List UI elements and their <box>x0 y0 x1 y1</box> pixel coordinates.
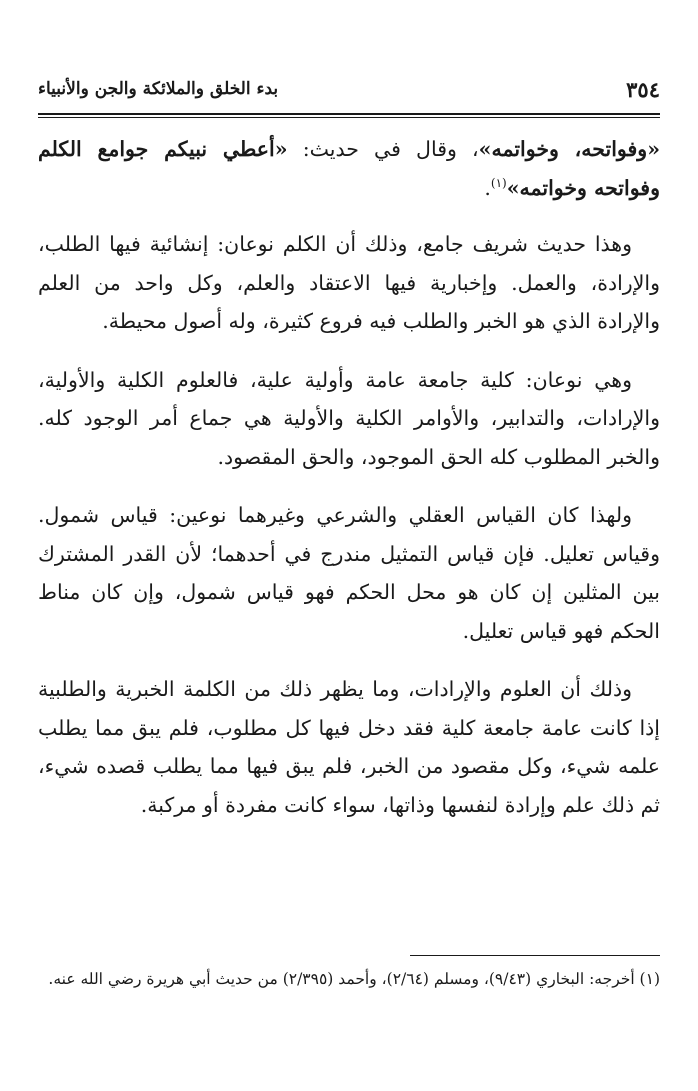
quote-fragment: «وفواتحه، وخواتمه» <box>478 137 661 161</box>
paragraph-hadith <box>38 130 660 207</box>
paragraph: وهذا حديث شريف جامع، وذلك أن الكلم نوعان: إنشائية فيها الطلب، والإرادة، والعمل. وإخبارية فيها الاعتقاد والعلم، وكل واحد من العلم والإرادة الذي هو الخبر والطلب فيه فروع كثيرة، وله أصول محيطة. <box>38 232 660 333</box>
header-rule <box>38 113 660 118</box>
running-title: بدء الخلق والملائكة والجن والأنبياء <box>38 79 279 99</box>
paragraph: ولهذا كان القياس العقلي والشرعي وغيرهما نوعين: قياس شمول. وقياس تعليل. فإن قياس التمثيل مندرج في أحدهما؛ لأن القدر المشترك بين المثلين إن كان هو محل الحكم فهو قياس شمول، وإن كان مناط الحكم فهو قياس تعليل. <box>38 503 660 643</box>
paragraph: وذلك أن العلوم والإرادات، وما يظهر ذلك من الكلمة الخبرية والطلبية إذا كانت عامة جامعة كلية فقد دخل فيها كل مطلوب، فلم يبق مما يطلب علمه شيء، وكل مقصود من الخبر، فلم يبق فيها مما يطلب قصده شيء، ثم ذلك علم وإرادة لنفسها وذاتها، سواء كانت مفردة أو مركبة. <box>38 677 660 817</box>
footnote: (١) أخرجه: البخاري (٩/٤٣)، ومسلم (٢/٦٤)، وأحمد (٢/٣٩٥) من حديث أبي هريرة رضي الله عنه. <box>48 970 660 988</box>
paragraph-ending: . <box>484 175 491 200</box>
page-number: ٣٥٤ <box>626 76 660 102</box>
paragraph: وهي نوعان: كلية جامعة عامة وأولية علية، فالعلوم الكلية والأولية، والإرادات، والتدابير، والأوامر الكلية والأولية هي جماع أمر الوجود كله. والخبر المطلوب كله الحق الموجود، والحق المقصود. <box>38 367 660 469</box>
connector-text: ، وقال في حديث: <box>287 137 479 161</box>
footnote-separator <box>410 955 660 956</box>
footnote-reference[interactable]: (١) <box>490 175 507 190</box>
book-page <box>38 0 660 1091</box>
page-body <box>38 130 660 844</box>
page-header <box>38 74 660 104</box>
hadith-quote: «أعطي نبيكم جوامع الكلم وفواتحه وخواتمه» <box>38 137 660 200</box>
